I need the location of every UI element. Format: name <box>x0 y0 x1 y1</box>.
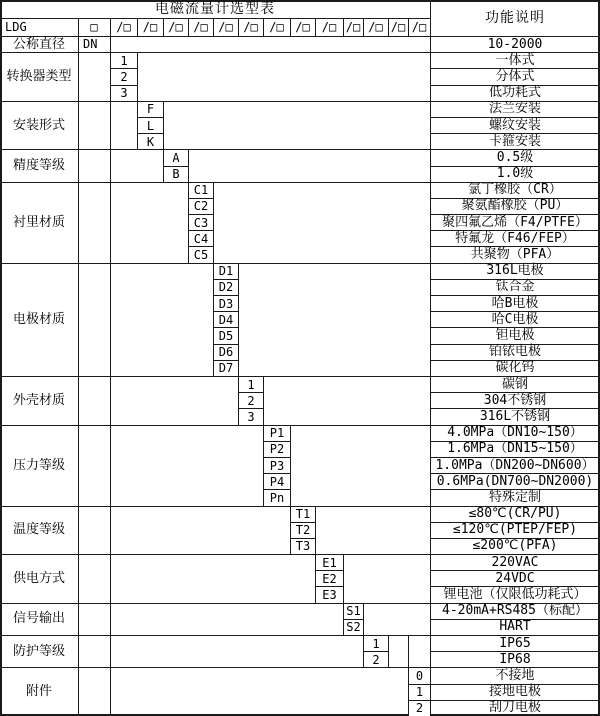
code-cell: 1 <box>408 684 431 701</box>
category-label: 公称直径 <box>12 36 65 52</box>
code-cell: P2 <box>263 441 291 458</box>
code-cell: F <box>137 101 164 118</box>
desc-cell: 0.5级 <box>496 149 534 165</box>
desc-cell: 钛合金 <box>495 279 535 295</box>
code-cell: B <box>163 166 189 183</box>
model-segment: /□ <box>168 20 183 34</box>
code-cell: P1 <box>263 425 291 442</box>
desc-cell: 刮刀电极 <box>488 700 541 716</box>
code-cell: D6 <box>213 344 239 361</box>
code-cell: Pn <box>263 489 291 506</box>
desc-cell: 1.0MPa（DN200~DN600） <box>435 457 595 473</box>
grid-line <box>188 18 189 36</box>
code-cell: C5 <box>188 246 214 263</box>
code-cell: E3 <box>315 586 344 603</box>
code-cell: D3 <box>213 295 239 312</box>
desc-cell: 4-20mA+RS485（标配） <box>442 603 588 619</box>
code-cell: C4 <box>188 230 214 247</box>
model-segment: /□ <box>411 20 427 34</box>
desc-cell: 24VDC <box>495 570 535 586</box>
desc-cell: 不接地 <box>495 668 535 684</box>
grid-line <box>290 18 291 36</box>
code-cell: L <box>137 117 164 134</box>
desc-cell: 316L电极 <box>486 263 544 279</box>
grid-line <box>315 18 316 36</box>
code-cell: 2 <box>363 651 389 668</box>
desc-cell: 哈B电极 <box>491 295 539 311</box>
desc-cell: 螺纹安装 <box>488 117 541 133</box>
desc-cell: 氯丁橡胶（CR） <box>468 182 562 198</box>
desc-cell: 聚四氟乙烯（F4/PTFE） <box>442 214 588 230</box>
desc-cell: 铂铱电极 <box>488 344 541 360</box>
desc-cell: IP65 <box>499 635 531 651</box>
category-label: 精度等级 <box>12 158 65 174</box>
code-cell: 0 <box>408 667 431 684</box>
category-label: 衬里材质 <box>12 214 65 230</box>
desc-cell: 碳化钨 <box>495 360 535 376</box>
category-label: 供电方式 <box>12 570 65 586</box>
code-cell: D4 <box>213 311 239 328</box>
code-cell: 2 <box>238 392 264 409</box>
desc-cell: IP68 <box>499 651 531 667</box>
grid-line <box>213 18 214 36</box>
desc-cell: 特殊定制 <box>488 489 541 505</box>
grid-line <box>363 18 364 36</box>
desc-cell: 1.6MPa（DN15~150） <box>447 441 583 457</box>
code-cell: 1 <box>363 635 389 652</box>
desc-cell: ≤200℃(PFA) <box>472 538 558 554</box>
category-label: 附件 <box>25 684 52 700</box>
category-label: 电极材质 <box>12 311 65 327</box>
desc-cell: 分体式 <box>495 68 535 84</box>
category-label: 外壳材质 <box>12 392 65 408</box>
desc-cell: 0.6MPa(DN700~DN2000) <box>436 473 594 489</box>
code-cell: C2 <box>188 198 214 215</box>
code-cell: D2 <box>213 279 239 296</box>
model-segment: /□ <box>243 20 258 34</box>
desc-cell: HART <box>499 619 531 635</box>
desc-cell: ≤120℃(PTEP/FEP) <box>452 522 578 538</box>
desc-cell: ≤80℃(CR/PU) <box>468 506 562 522</box>
code-cell: C3 <box>188 214 214 231</box>
desc-cell: 10-2000 <box>487 36 543 52</box>
code-cell: 3 <box>110 85 138 102</box>
desc-cell: 接地电极 <box>488 684 541 700</box>
desc-cell: 哈C电极 <box>491 311 539 327</box>
category-label: 信号输出 <box>12 611 65 627</box>
code-cell: T2 <box>290 522 316 539</box>
desc-cell: 共聚物（PFA） <box>470 247 560 263</box>
grid-line <box>238 18 239 36</box>
model-segment: /□ <box>142 20 158 34</box>
desc-cell: 1.0级 <box>496 166 534 182</box>
category-label: 安装形式 <box>12 117 65 133</box>
desc-cell: 316L不锈钢 <box>479 408 551 424</box>
code-cell: P4 <box>263 473 291 490</box>
code-cell: T1 <box>290 506 316 523</box>
desc-cell: 碳钢 <box>501 376 528 392</box>
code-cell: S1 <box>343 603 364 620</box>
code-cell: 3 <box>238 408 264 425</box>
code-cell: E2 <box>315 570 344 587</box>
grid-line <box>137 18 138 36</box>
code-cell: P3 <box>263 457 291 474</box>
grid-line <box>263 18 264 36</box>
model-segment: /□ <box>269 20 284 34</box>
code-cell: 1 <box>110 52 138 69</box>
model-segment: /□ <box>368 20 383 34</box>
code-cell: 2 <box>408 700 431 716</box>
desc-cell: 卡箍安装 <box>488 133 541 149</box>
code-cell: D1 <box>213 263 239 280</box>
category-label: 防护等级 <box>12 643 65 659</box>
desc-cell: 聚氨酯橡胶（PU） <box>461 198 569 214</box>
desc-cell: 锂电池（仅限低功耗式） <box>443 587 587 603</box>
grid-line <box>163 18 164 36</box>
grid-line <box>110 18 111 716</box>
category-label: 压力等级 <box>12 457 65 473</box>
category-label: 转换器类型 <box>6 68 72 84</box>
grid-line <box>408 18 409 36</box>
model-code-box: □ <box>90 20 98 34</box>
model-segment: /□ <box>390 20 406 34</box>
category-label: 温度等级 <box>12 522 65 538</box>
model-segment: /□ <box>295 20 310 34</box>
grid-line <box>388 18 389 36</box>
code-cell: K <box>137 133 164 150</box>
desc-cell: 低功耗式 <box>488 85 541 101</box>
desc-cell: 钽电极 <box>495 328 535 344</box>
desc-cell: 4.0MPa（DN10~150） <box>447 425 583 441</box>
desc-cell: 特氟龙（F46/FEP） <box>455 230 575 246</box>
desc-cell: 304不锈钢 <box>483 392 547 408</box>
code-cell: 2 <box>110 68 138 85</box>
function-header: 功能说明 <box>485 10 545 26</box>
code-cell: E1 <box>315 554 344 571</box>
code-cell: D5 <box>213 327 239 344</box>
desc-cell: 一体式 <box>495 52 535 68</box>
model-segment: /□ <box>218 20 233 34</box>
code-cell: D7 <box>213 360 239 377</box>
model-segment: /□ <box>116 20 131 34</box>
code-cell: C1 <box>188 182 214 199</box>
code-cell: T3 <box>290 538 316 555</box>
code-cell: 1 <box>238 376 264 393</box>
model-segment: /□ <box>345 20 361 34</box>
model-prefix: LDG <box>5 20 27 34</box>
grid-line <box>343 18 344 36</box>
desc-cell: 法兰安装 <box>488 101 541 117</box>
grid-line <box>78 18 79 716</box>
desc-cell: 220VAC <box>491 554 539 570</box>
code-cell: S2 <box>343 619 364 636</box>
model-segment: /□ <box>193 20 208 34</box>
model-segment: /□ <box>321 20 337 34</box>
table-title: 电磁流量计选型表 <box>155 1 275 17</box>
empty-code-cell <box>388 635 409 668</box>
code-cell: A <box>163 149 189 166</box>
dn-code-cell: DN <box>83 37 98 52</box>
